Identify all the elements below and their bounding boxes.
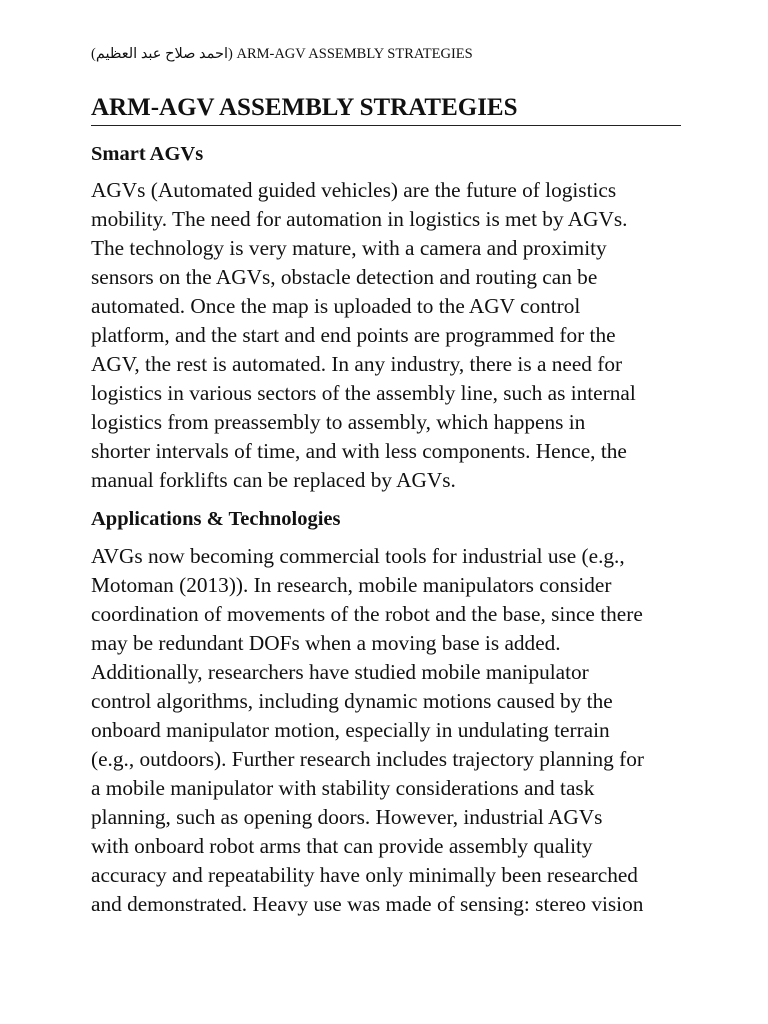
paragraph-applications	[91, 542, 691, 919]
section-heading-smart-agvs: Smart AGVs	[91, 143, 204, 165]
paragraph-line: accuracy and repeatability have only minimally been researched	[91, 863, 638, 887]
paragraph-line: shorter intervals of time, and with less components. Hence, the	[91, 439, 627, 463]
paragraph-line: (e.g., outdoors). Further research includes trajectory planning for	[91, 747, 644, 771]
paragraph-line: Motoman (2013)). In research, mobile manipulators consider	[91, 573, 612, 597]
paragraph-line: with onboard robot arms that can provide assembly quality	[91, 834, 593, 858]
paragraph-line: logistics from preassembly to assembly, which happens in	[91, 410, 586, 434]
paragraph-line: automated. Once the map is uploaded to the AGV control	[91, 294, 581, 318]
paragraph-line: AGVs (Automated guided vehicles) are the future of logistics	[91, 178, 617, 202]
document-title: ARM-AGV ASSEMBLY STRATEGIES	[91, 93, 681, 126]
author-name-arabic: (احمد صلاح عبد العظيم)	[91, 46, 233, 62]
paragraph-line: AVGs now becoming commercial tools for industrial use (e.g.,	[91, 544, 625, 568]
paragraph-line: onboard manipulator motion, especially in undulating terrain	[91, 718, 610, 742]
paragraph-line: Additionally, researchers have studied mobile manipulator	[91, 660, 589, 684]
paragraph-line: platform, and the start and end points are programmed for the	[91, 323, 616, 347]
paragraph-line: planning, such as opening doors. However, industrial AGVs	[91, 805, 603, 829]
paragraph-line: mobility. The need for automation in logistics is met by AGVs.	[91, 207, 628, 231]
paragraph-line: and demonstrated. Heavy use was made of sensing: stereo vision	[91, 892, 644, 916]
paragraph-line: AGV, the rest is automated. In any industry, there is a need for	[91, 352, 623, 376]
paragraph-smart-agvs	[91, 176, 691, 495]
paragraph-line: manual forklifts can be replaced by AGVs.	[91, 468, 456, 492]
paragraph-line: control algorithms, including dynamic motions caused by the	[91, 689, 613, 713]
paragraph-line: The technology is very mature, with a camera and proximity	[91, 236, 607, 260]
paragraph-line: a mobile manipulator with stability considerations and task	[91, 776, 595, 800]
paragraph-line: may be redundant DOFs when a moving base is added.	[91, 631, 561, 655]
running-header	[91, 46, 473, 63]
paragraph-line: logistics in various sectors of the assembly line, such as internal	[91, 381, 636, 405]
section-heading-applications: Applications & Technologies	[91, 508, 341, 530]
running-header-title: ARM-AGV ASSEMBLY STRATEGIES	[236, 46, 473, 62]
paragraph-line: sensors on the AGVs, obstacle detection and routing can be	[91, 265, 598, 289]
paragraph-line: coordination of movements of the robot and the base, since there	[91, 602, 643, 626]
